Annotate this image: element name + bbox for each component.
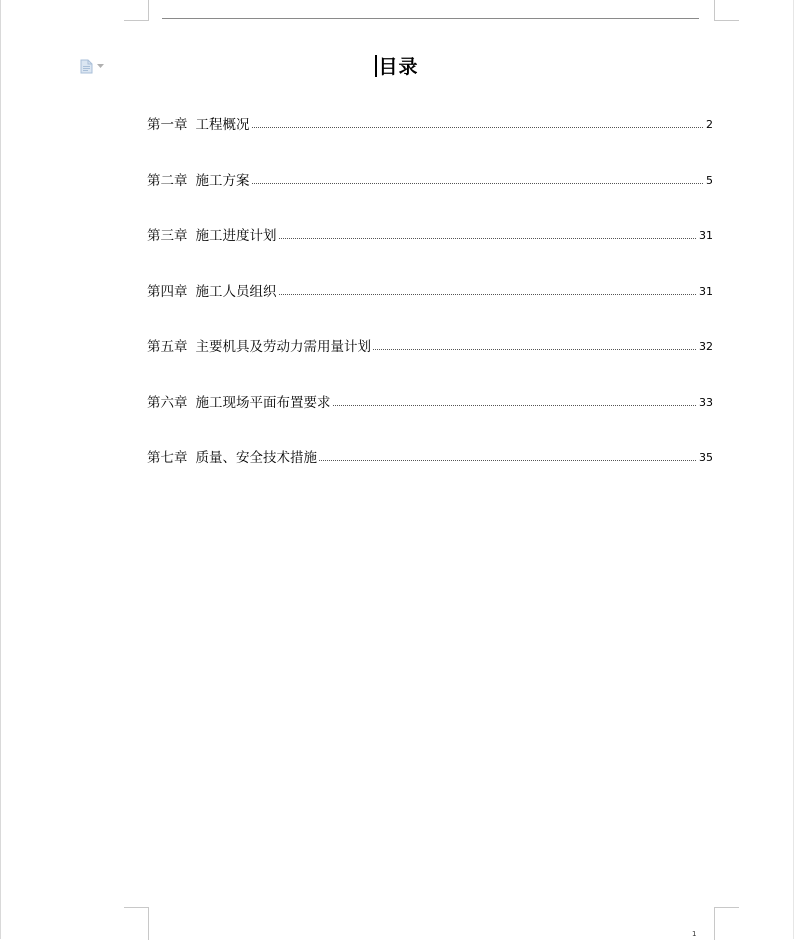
toc-chapter-number: 第五章: [147, 339, 188, 355]
toc-dot-leader: [252, 126, 704, 128]
header-rule: [162, 18, 699, 19]
toc-chapter-number: 第一章: [147, 117, 188, 133]
crop-mark-bottom-right: [714, 907, 739, 940]
toc-chapter-title: 施工方案: [195, 172, 250, 189]
toc-entry-2[interactable]: [147, 169, 713, 189]
toc-dot-leader: [333, 404, 697, 406]
toc-dot-leader: [279, 293, 697, 295]
toc-heading-text: 目录: [378, 56, 419, 78]
toc-page-number: 35: [699, 451, 713, 464]
toc-dot-leader: [373, 348, 696, 350]
toc-chapter-number: 第四章: [147, 283, 188, 300]
toc-entry-6[interactable]: [147, 391, 713, 411]
toc-chapter-title: 质量、安全技术措施: [195, 450, 317, 466]
toc-chapter-title: 施工现场平面布置要求: [195, 394, 331, 411]
toc-heading[interactable]: [0, 52, 794, 79]
footer-page-number: 1: [692, 930, 697, 938]
toc-chapter-title: 施工进度计划: [195, 228, 277, 244]
toc-page-number: 33: [699, 395, 713, 409]
toc-entry-7[interactable]: [147, 446, 713, 466]
toc-chapter-number: 第二章: [147, 172, 188, 189]
toc-page-number: 32: [699, 340, 713, 353]
toc-page-number: 31: [699, 284, 713, 298]
toc-dot-leader: [279, 237, 697, 239]
table-of-contents: [147, 113, 713, 502]
toc-dot-leader: [319, 459, 696, 461]
toc-dot-leader: [252, 182, 704, 184]
toc-chapter-number: 第六章: [147, 394, 188, 411]
crop-mark-bottom-left: [124, 907, 149, 940]
toc-entry-5[interactable]: [147, 335, 713, 355]
toc-chapter-title: 施工人员组织: [195, 283, 277, 300]
toc-chapter-number: 第七章: [147, 450, 188, 466]
toc-chapter-title: 工程概况: [195, 117, 250, 133]
toc-entry-4[interactable]: [147, 280, 713, 300]
crop-mark-top-left: [124, 0, 149, 21]
toc-page-number: 31: [699, 229, 713, 242]
toc-page-number: 5: [706, 173, 713, 187]
toc-chapter-number: 第三章: [147, 228, 188, 244]
toc-entry-3[interactable]: [147, 224, 713, 244]
toc-page-number: 2: [706, 118, 713, 131]
page-left-edge: [0, 0, 1, 939]
crop-mark-top-right: [714, 0, 739, 21]
toc-entry-1[interactable]: [147, 113, 713, 133]
toc-chapter-title: 主要机具及劳动力需用量计划: [195, 339, 371, 355]
